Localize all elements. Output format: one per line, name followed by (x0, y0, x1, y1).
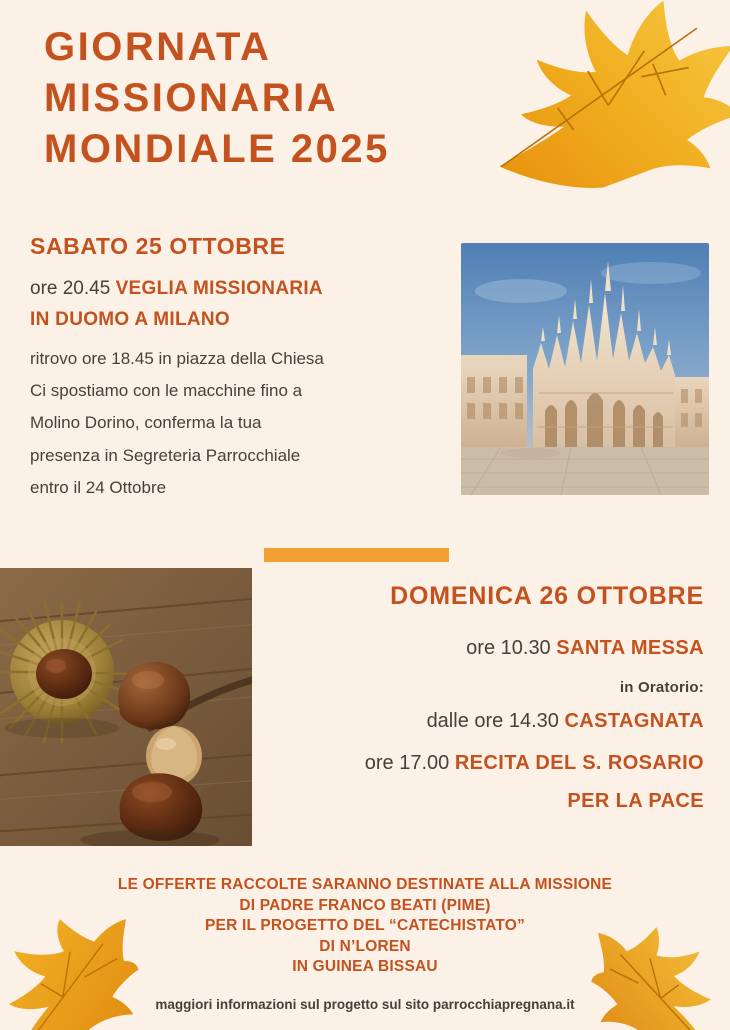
sunday-castagnata-line (284, 706, 704, 736)
saturday-detail-4: presenza in Segreteria Parrocchiale (30, 445, 301, 465)
sunday-mass-label: SANTA MESSA (556, 637, 704, 659)
saturday-time: ore 20.45 (30, 278, 116, 299)
saturday-event-line (30, 274, 440, 303)
saturday-place: IN DUOMO A MILANO (30, 309, 231, 331)
chestnuts-photo-illustration (0, 568, 252, 846)
sunday-rosario-line (284, 748, 704, 778)
sunday-mass-line (284, 633, 704, 663)
sunday-castagnata-label: CASTAGNATA (564, 710, 704, 732)
sunday-rosario-label: RECITA DEL S. ROSARIO (454, 752, 704, 774)
saturday-detail-5: entro il 24 Ottobre (30, 478, 167, 498)
duomo-photo-illustration (461, 243, 709, 495)
saturday-detail-1: ritrovo ore 18.45 in piazza della Chiesa (30, 348, 324, 368)
sunday-rosario-time: ore 17.00 (364, 752, 455, 774)
orange-divider-bar (264, 548, 449, 562)
footer-website-note: maggiori informazioni sul progetto sul sito parrocchiapregnana.it (155, 997, 575, 1012)
poster-title (44, 22, 514, 176)
saturday-detail-3: Molino Dorino, conferma la tua (30, 413, 262, 433)
saturday-details (30, 343, 440, 504)
footer-line-2: DI PADRE FRANCO BEATI (PIME) (239, 896, 491, 914)
sunday-heading: DOMENICA 26 OTTOBRE (390, 582, 704, 610)
saturday-place-line (30, 305, 440, 334)
footer-line-1: LE OFFERTE RACCOLTE SARANNO DESTINATE ALLA MISSIONE (117, 875, 613, 893)
footer-line-5: IN GUINEA BISSAU (292, 958, 438, 976)
sunday-oratorio-label: in Oratorio: (619, 679, 704, 696)
sunday-castagnata-time: dalle ore 14.30 (426, 710, 565, 732)
saturday-detail-2: Ci spostiamo con le macchine fino a (30, 381, 303, 401)
maple-leaf-icon-top-right (479, 0, 730, 209)
saturday-section (30, 233, 440, 504)
sunday-section (284, 582, 704, 813)
sunday-rosario-label-2: PER LA PACE (567, 790, 704, 812)
title-line-2: MISSIONARIA (44, 76, 339, 121)
chestnuts-photo (0, 568, 252, 846)
footer-block (0, 875, 730, 978)
duomo-photo (461, 243, 709, 495)
sunday-mass-time: ore 10.30 (466, 637, 557, 659)
title-line-3: MONDIALE 2025 (44, 127, 390, 172)
footer-line-4: DI N’LOREN (319, 937, 411, 955)
footer-line-3: PER IL PROGETTO DEL “CATECHISTATO” (205, 917, 525, 935)
saturday-heading: SABATO 25 OTTOBRE (30, 233, 286, 259)
title-line-1: GIORNATA (44, 25, 272, 69)
saturday-event: VEGLIA MISSIONARIA (115, 278, 323, 299)
